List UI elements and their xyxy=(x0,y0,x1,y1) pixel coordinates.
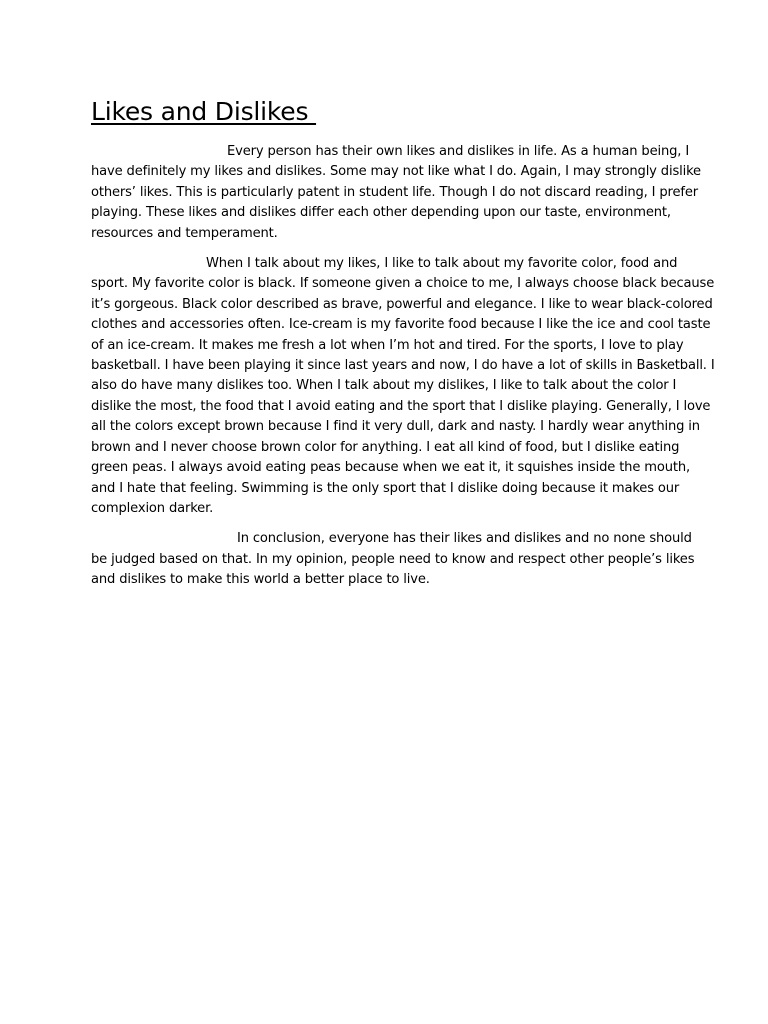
text-line: complexion darker. xyxy=(91,500,214,516)
text-line: resources and temperament. xyxy=(91,225,278,241)
paragraph-body xyxy=(91,254,715,519)
text-line: all the colors except brown because I find it very dull, dark and nasty. I hardly wear anything in xyxy=(91,419,700,435)
text-line: green peas. I always avoid eating peas because when we eat it, it squishes inside the mouth, xyxy=(91,460,691,476)
text-line: and dislikes to make this world a better place to live. xyxy=(91,572,430,588)
document-body xyxy=(91,96,715,601)
text-line: be judged based on that. In my opinion, people need to know and respect other people’s likes xyxy=(91,551,695,567)
paragraph-conclusion xyxy=(91,529,695,590)
document-title: Likes and Dislikes xyxy=(91,97,317,126)
text-line: Every person has their own likes and dislikes in life. As a human being, I xyxy=(227,144,690,159)
text-line: of an ice-cream. It makes me fresh a lot when I’m hot and tired. For the sports, I love to play xyxy=(91,337,684,353)
text-line: brown and I never choose brown color for anything. I eat all kind of food, but I dislike eating xyxy=(91,439,680,455)
text-line: clothes and accessories often. Ice-cream is my favorite food because I like the ice and cool taste xyxy=(91,317,711,333)
text-line: have definitely my likes and dislikes. Some may not like what I do. Again, I may strongly dislike xyxy=(91,164,701,180)
paragraph-intro xyxy=(91,142,701,244)
text-line: it’s gorgeous. Black color described as brave, powerful and elegance. I like to wear black-colored xyxy=(91,296,713,312)
text-line: When I talk about my likes, I like to talk about my favorite color, food and xyxy=(206,256,678,272)
text-line: and I hate that feeling. Swimming is the only sport that I dislike doing because it makes our xyxy=(91,480,680,496)
text-line: playing. These likes and dislikes differ each other depending upon our taste, environment, xyxy=(91,205,671,221)
text-line: In conclusion, everyone has their likes and dislikes and no none should xyxy=(237,531,692,547)
text-line: dislike the most, the food that I avoid eating and the sport that I dislike playing. Generally, I love xyxy=(91,398,711,414)
text-line: basketball. I have been playing it since last years and now, I do have a lot of skills in Basketball. I xyxy=(91,358,715,374)
text-line: also do have many dislikes too. When I talk about my dislikes, I like to talk about the color I xyxy=(91,378,677,394)
text-line: sport. My favorite color is black. If someone given a choice to me, I always choose black because xyxy=(91,276,715,292)
text-line: others’ likes. This is particularly patent in student life. Though I do not discard reading, I prefer xyxy=(91,184,699,200)
